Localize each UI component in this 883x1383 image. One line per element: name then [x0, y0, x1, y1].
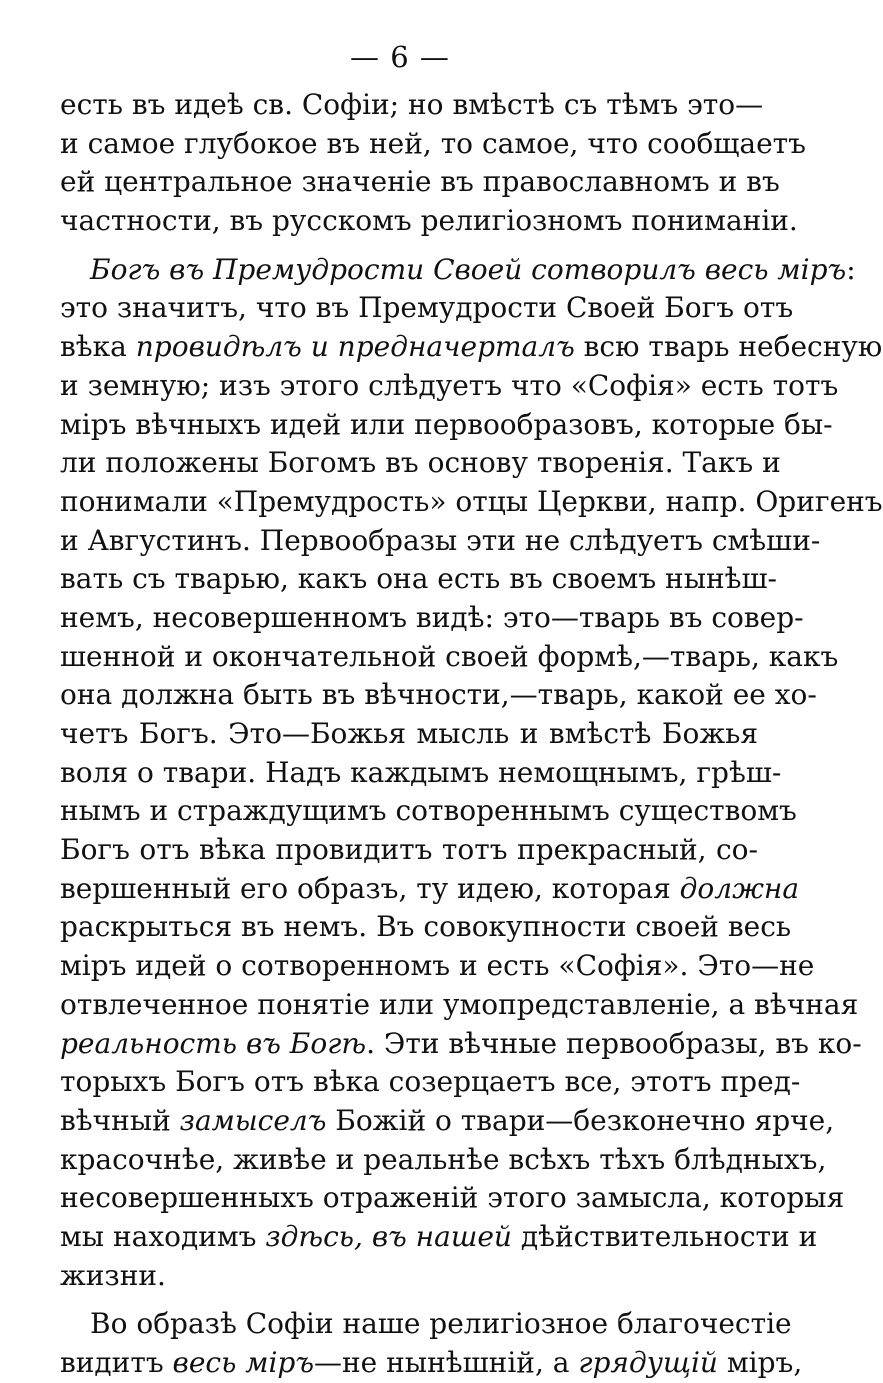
- text-line: [60, 638, 839, 677]
- text-line: [60, 251, 856, 290]
- text-run: міръ идей о сотворенномъ и есть «Софія». Это—не: [60, 949, 815, 983]
- text-run: ей центральное значеніе въ православномъ и въ: [60, 165, 780, 199]
- text-line: [60, 367, 839, 406]
- text-run: шенной и окончательной своей формѣ,—тварь, какъ: [60, 639, 839, 673]
- text-run: . Эти вѣчные первообразы, въ ко-: [366, 1026, 862, 1060]
- text-run: мы находимъ: [60, 1219, 266, 1253]
- text-run: немъ, несовершенномъ видѣ: это—тварь въ совер-: [60, 600, 804, 634]
- paragraph-gap: [60, 241, 758, 251]
- italic-run: реальность въ Богѣ: [60, 1026, 367, 1060]
- text-line: [60, 715, 758, 754]
- text-run: всю тварь небесную: [574, 330, 883, 364]
- text-line: [60, 1102, 835, 1141]
- text-line: [60, 560, 778, 599]
- text-line: [60, 406, 833, 445]
- paragraph-gap: [60, 1295, 758, 1305]
- italic-run: провидѣлъ и предначерталъ: [135, 330, 575, 364]
- text-line: [60, 202, 798, 241]
- text-line: [60, 947, 815, 986]
- body-text: [60, 86, 883, 1383]
- text-run: и Августинъ. Первообразы эти не слѣдуетъ смѣши-: [60, 523, 821, 557]
- text-run: міръ вѣчныхъ идей или первообразовъ, которые бы-: [60, 407, 833, 441]
- text-line: [60, 1344, 803, 1383]
- text-run: отвлеченное понятіе или умопредставленіе, а вѣчная: [60, 987, 859, 1021]
- text-run: вать съ тварью, какъ она есть въ своемъ нынѣш-: [60, 562, 778, 596]
- text-run: частности, въ русскомъ религіозномъ пониманіи.: [60, 204, 798, 238]
- italic-run: Богъ въ Премудрости Своей сотворилъ весь міръ: [90, 252, 847, 286]
- text-line: [60, 328, 883, 367]
- text-run: есть въ идеѣ св. Софіи; но вмѣстѣ съ тѣмъ это—: [60, 88, 764, 121]
- text-run: торыхъ Богъ отъ вѣка созерцаетъ все, этотъ пред-: [60, 1065, 801, 1099]
- text-line: [60, 792, 797, 831]
- text-run: Во образѣ Софіи наше религіозное благочестіе: [90, 1307, 792, 1341]
- text-run: понимали «Премудрость» отцы Церкви, напр. Оригенъ: [60, 484, 883, 518]
- text-run: раскрыться въ немъ. Въ совокупности своей весь: [60, 910, 792, 944]
- text-run: міръ,: [717, 1346, 803, 1379]
- text-run: красочнѣе, живѣе и реальнѣе всѣхъ тѣхъ блѣдныхъ,: [60, 1142, 827, 1176]
- paragraph: [60, 86, 806, 241]
- text-line: [60, 86, 764, 125]
- text-run: четъ Богъ. Это—Божья мысль и вмѣстѣ Божья: [60, 717, 758, 750]
- text-line: [60, 1179, 845, 1218]
- text-line: [60, 163, 780, 202]
- text-line: [60, 444, 781, 483]
- text-run: вѣчный: [60, 1103, 180, 1137]
- text-line: [60, 599, 804, 638]
- text-line: [60, 754, 782, 793]
- text-run: и земную; изъ этого слѣдуетъ что «Софія» есть тотъ: [60, 368, 839, 402]
- text-line: [60, 483, 883, 522]
- text-run: ли положены Богомъ въ основу творенія. Такъ и: [60, 446, 781, 480]
- text-run: :: [846, 252, 856, 286]
- text-line: [60, 125, 806, 164]
- text-run: Божій о твари—безконечно ярче,: [326, 1103, 835, 1137]
- italic-run: должна: [679, 871, 800, 905]
- text-run: нымъ и страждущимъ сотвореннымъ существомъ: [60, 794, 797, 828]
- text-run: воля о твари. Надъ каждымъ немощнымъ, грѣш-: [60, 755, 782, 789]
- text-run: жизни.: [60, 1258, 166, 1292]
- text-line: [60, 289, 794, 328]
- text-line: [60, 522, 821, 561]
- text-run: дѣйствительности и: [511, 1219, 818, 1253]
- text-run: вершенный его образъ, ту идею, которая: [60, 871, 680, 905]
- text-line: [60, 1305, 792, 1344]
- text-run: видитъ: [60, 1346, 173, 1379]
- text-line: [60, 1063, 801, 1102]
- text-run: вѣка: [60, 330, 136, 364]
- text-line: [60, 676, 817, 715]
- italic-run: грядущій: [578, 1346, 718, 1379]
- paragraph: [60, 251, 883, 1296]
- text-run: и самое глубокое въ ней, то самое, что сообщаетъ: [60, 126, 806, 160]
- text-line: [60, 1257, 758, 1296]
- text-run: —не нынѣшній, а: [314, 1346, 579, 1379]
- text-line: [60, 1141, 827, 1180]
- text-run: это значитъ, что въ Премудрости Своей Богъ отъ: [60, 291, 794, 325]
- text-run: несовершенныхъ отраженій этого замысла, которыя: [60, 1181, 845, 1215]
- text-line: [60, 870, 800, 909]
- text-line: [60, 908, 792, 947]
- text-run: она должна быть въ вѣчности,—тварь, какой ее хо-: [60, 678, 817, 712]
- page-number: — 6 —: [350, 40, 450, 74]
- italic-run: здѣсь, въ нашей: [265, 1219, 512, 1253]
- text-line: [60, 1025, 862, 1064]
- text-line: [60, 831, 758, 870]
- text-run: Богъ отъ вѣка провидитъ тотъ прекрасный, со-: [60, 833, 758, 867]
- italic-run: замыселъ: [179, 1103, 327, 1137]
- paragraph: [60, 1305, 803, 1382]
- text-line: [60, 986, 859, 1025]
- text-line: [60, 1218, 818, 1257]
- italic-run: весь міръ: [172, 1346, 314, 1379]
